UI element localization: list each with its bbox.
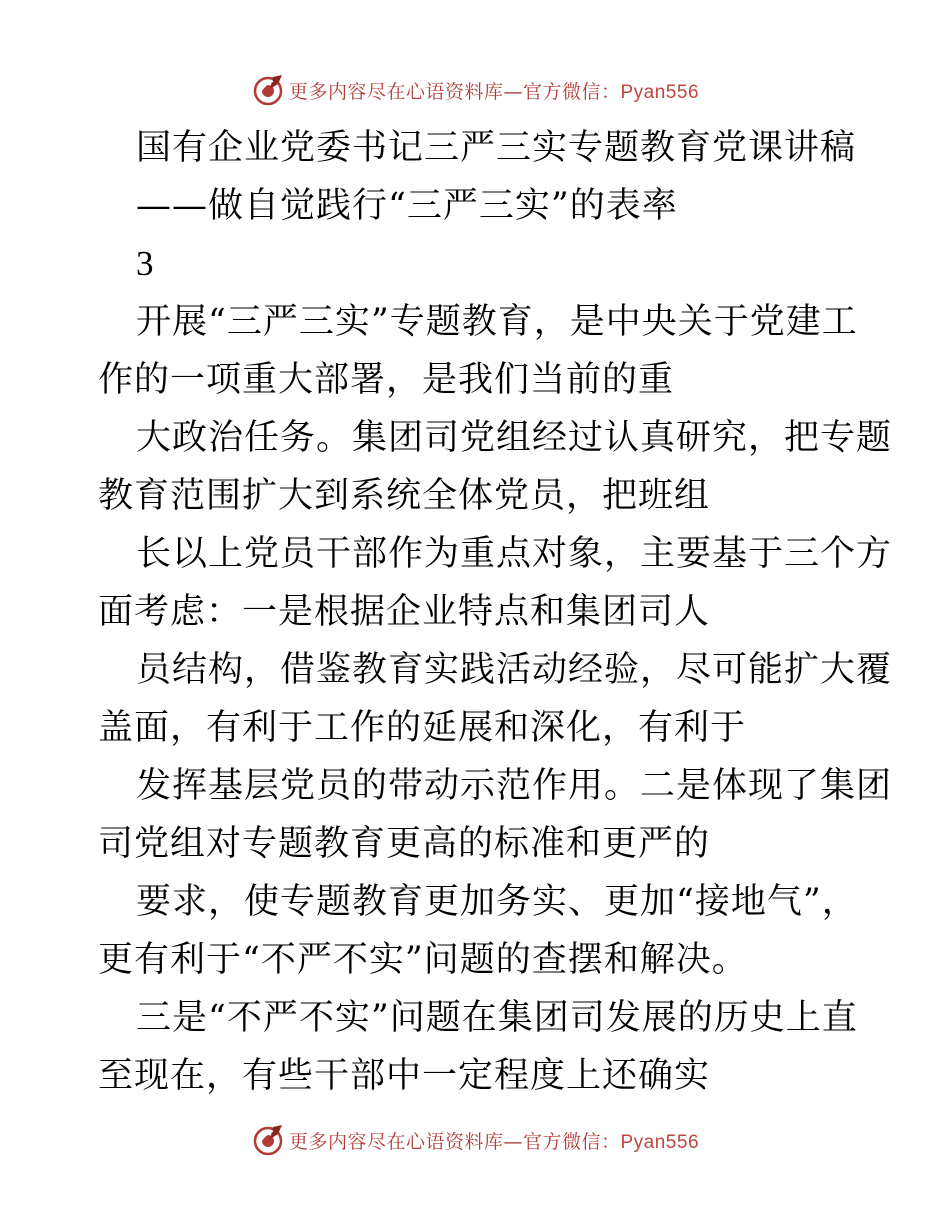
watermark-wechat-label: 官方微信：	[522, 80, 621, 103]
watermark-separator: —	[503, 80, 523, 103]
watermark-wechat-label: 官方微信：	[522, 1130, 621, 1153]
body-line: 盖面，有利于工作的延展和深化，有利于	[98, 708, 747, 748]
pen-logo-icon	[251, 1123, 285, 1157]
document-title: 国有企业党委书记三严三实专题教育党课讲稿	[136, 128, 857, 168]
body-line: 司党组对专题教育更高的标准和更严的	[98, 824, 711, 864]
watermark-wechat-id: Pyan556	[620, 1131, 700, 1153]
body-line: 教育范围扩大到系统全体党员，把班组	[98, 476, 711, 516]
watermark-brand: 更多内容尽在心语资料库	[288, 1130, 504, 1153]
body-line: 要求，使专题教育更加务实、更加“接地气”，	[136, 882, 858, 922]
body-line: 发挥基层党员的带动示范作用。二是体现了集团	[136, 766, 893, 806]
watermark-wechat-id: Pyan556	[620, 81, 700, 103]
watermark-separator: —	[503, 1130, 523, 1153]
document-subtitle: ——做自觉践行“三严三实”的表率	[136, 186, 678, 226]
body-line: 员结构，借鉴教育实践活动经验，尽可能扩大覆	[136, 650, 893, 690]
watermark-brand: 更多内容尽在心语资料库	[288, 80, 504, 103]
footer-watermark	[0, 1122, 950, 1158]
body-line: 三是“不严不实”问题在集团司发展的历史上直	[136, 998, 858, 1038]
body-line: 面考虑：一是根据企业特点和集团司人	[98, 592, 711, 632]
body-line: 长以上党员干部作为重点对象，主要基于三个方	[136, 534, 893, 574]
body-line: 作的一项重大部署，是我们当前的重	[98, 360, 675, 400]
body-line: 大政治任务。集团司党组经过认真研究，把专题	[136, 418, 893, 458]
body-line: 开展“三严三实”专题教育，是中央关于党建工	[136, 302, 858, 342]
body-line: 更有利于“不严不实”问题的查摆和解决。	[98, 940, 748, 980]
body-line: 至现在，有些干部中一定程度上还确实	[98, 1056, 711, 1096]
page-number: 3	[136, 244, 155, 283]
watermark-text	[289, 1127, 699, 1154]
